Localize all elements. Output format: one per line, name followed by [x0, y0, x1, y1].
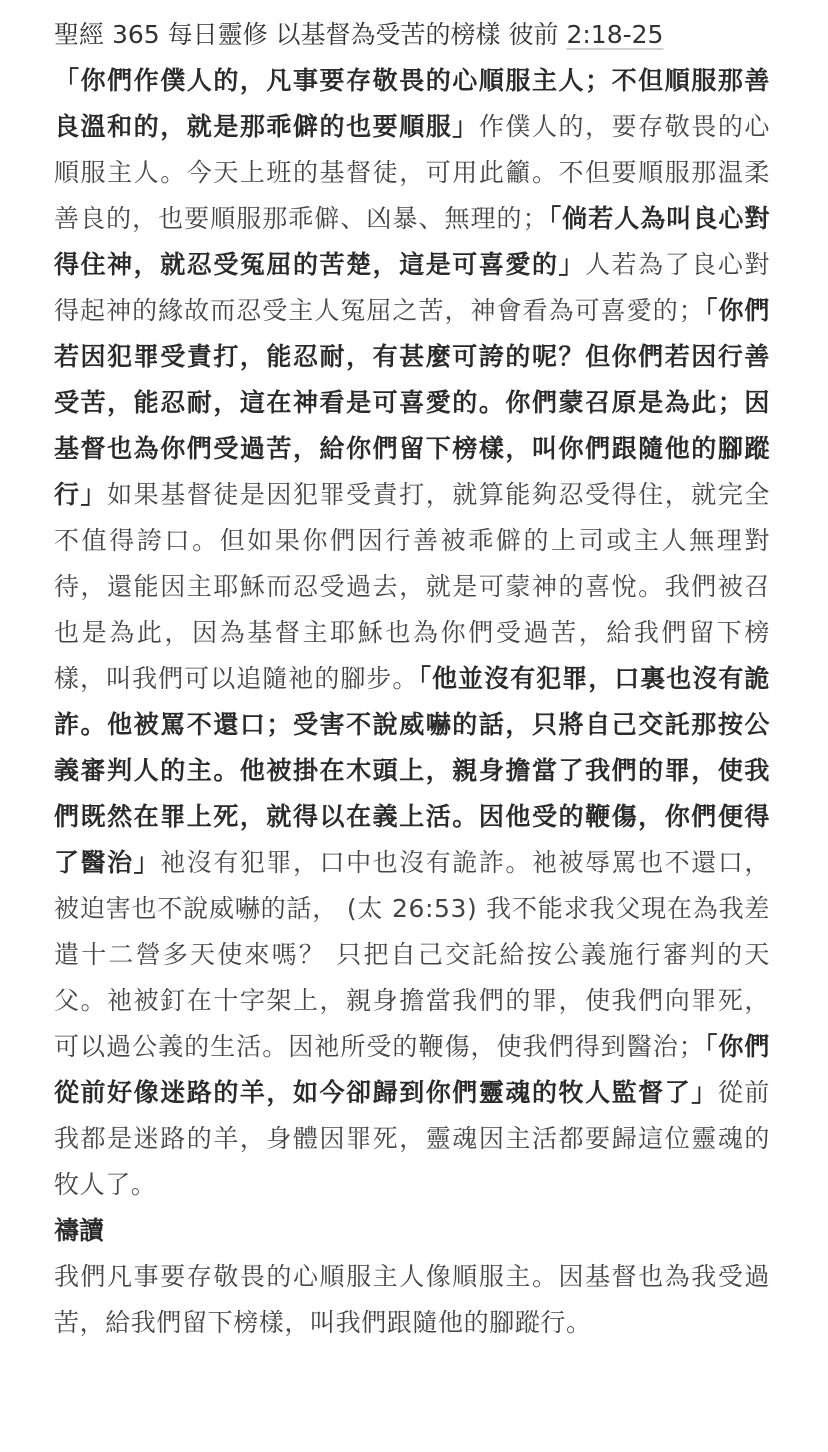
commentary-text: 人若為了良心對得起神的緣故而忍受主人冤屈之苦，神會看為可喜愛的； — [54, 250, 770, 325]
commentary-text: 從前我都是迷路的羊，身體因罪死，靈魂因主活都要歸這位靈魂的牧人了。 — [54, 1078, 770, 1199]
scripture-quote: 「倘若人為叫良心對得住神，就忍受冤屈的苦楚，這是可喜愛的」 — [54, 204, 770, 279]
scripture-reference-link[interactable]: 2:18-25 — [566, 20, 664, 49]
passage-paragraph — [54, 58, 770, 1208]
prayer-heading: 禱讀 — [54, 1216, 105, 1245]
prayer-text: 我們凡事要存敬畏的心順服主人像順服主。因基督也為我受過苦，給我們留下榜樣，叫我們跟隨他的腳蹤行。 — [54, 1262, 770, 1337]
scripture-quote: 「你們從前好像迷路的羊，如今卻歸到你們靈魂的牧人監督了」 — [54, 1032, 770, 1107]
devotional-document — [54, 12, 770, 1346]
scripture-quote: 「他並沒有犯罪，口裏也沒有詭詐。他被罵不還口；受害不說威嚇的話，只將自己交託那按公義審判人的主。他被掛在木頭上，親身擔當了我們的罪，使我們既然在罪上死，就得以在義上活。因他受的鞭傷，你們便得了醫治」 — [54, 664, 770, 877]
title-text: 聖經 365 每日靈修 以基督為受苦的榜樣 彼前 — [54, 20, 567, 49]
commentary-text: 作僕人的，要存敬畏的心順服主人。今天上班的基督徒，可用此籲。不但要順服那温柔善良的，也要順服那乖僻、凶暴、無理的； — [54, 112, 770, 233]
scripture-quote: 「你們若因犯罪受責打，能忍耐，有甚麼可誇的呢？但你們若因行善受苦，能忍耐，這在神看是可喜愛的。你們蒙召原是為此；因基督也為你們受過苦，給你們留下榜樣，叫你們跟隨他的腳蹤行」 — [54, 296, 770, 509]
scripture-quote: 「你們作僕人的，凡事要存敬畏的心順服主人；不但順服那善良溫和的，就是那乖僻的也要順服」 — [54, 66, 770, 141]
commentary-text: 祂沒有犯罪，口中也沒有詭詐。祂被辱罵也不還口，被迫害也不說威嚇的話， (太 26:53) 我不能求我父現在為我差遣十二營多天使來嗎？ 只把自己交託給按公義施行審判的天父。祂被釘在十字架上，親身擔當我們的罪，使我們向罪死，可以過公義的生活。因祂所受的鞭傷，使我們得到醫治； — [54, 848, 770, 1061]
devotional-title — [54, 12, 770, 58]
commentary-text: 如果基督徒是因犯罪受責打，就算能夠忍受得住，就完全不值得誇口。但如果你們因行善被乖僻的上司或主人無理對待，還能因主耶穌而忍受過去，就是可蒙神的喜悅。我們被召也是為此，因為基督主耶穌也為你們受過苦，給我們留下榜樣，叫我們可以追隨祂的腳步。 — [54, 480, 770, 693]
